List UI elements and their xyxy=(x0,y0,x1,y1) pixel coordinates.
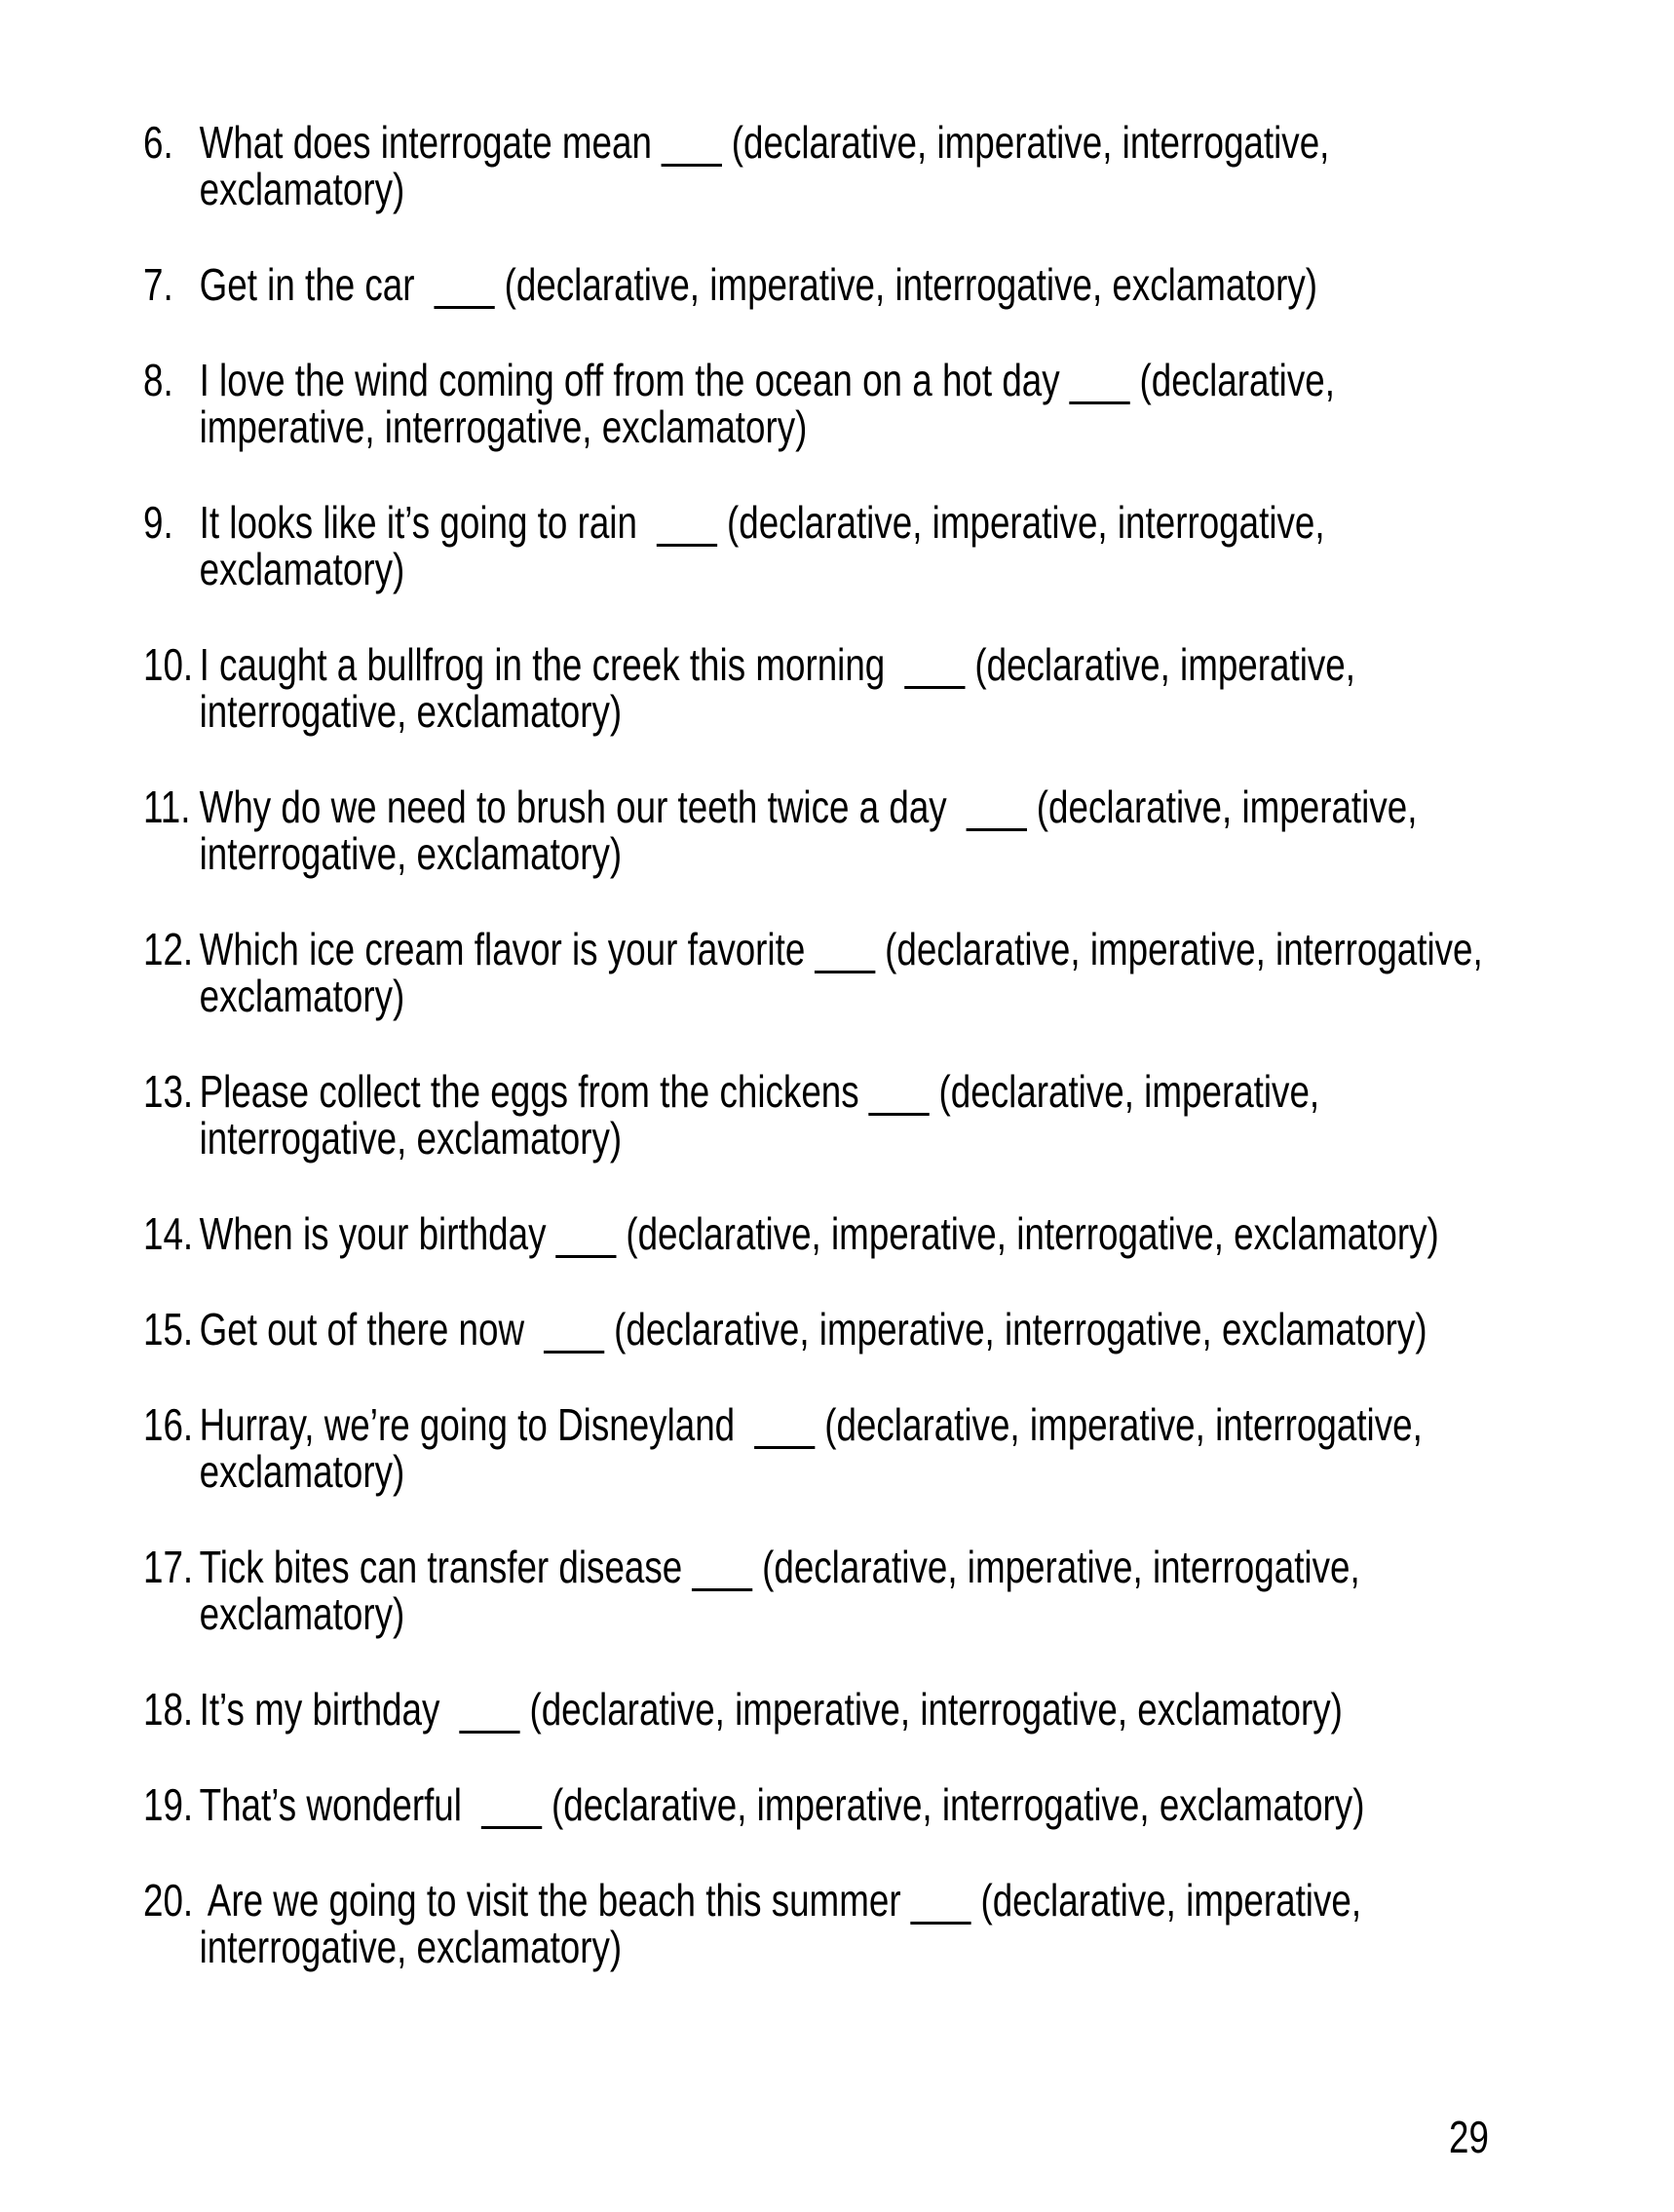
item-text-line: interrogative, exclamatory) xyxy=(199,686,623,737)
item-text-line: exclamatory) xyxy=(199,971,405,1021)
list-item xyxy=(143,1210,1674,1257)
item-text xyxy=(200,1210,1439,1257)
item-text xyxy=(200,783,1418,877)
item-text-line: exclamatory) xyxy=(199,164,405,214)
item-number: 11. xyxy=(143,782,191,832)
item-number: 8. xyxy=(143,355,173,405)
item-text-line: When is your birthday ___ (declarative, imperative, interrogative, exclamatory) xyxy=(199,1208,1439,1259)
list-item xyxy=(143,641,1674,735)
item-number: 12. xyxy=(143,924,194,974)
item-number: 9. xyxy=(143,497,173,548)
item-number: 20. xyxy=(143,1875,194,1926)
item-text-line: Why do we need to brush our teeth twice a day ___ (declarative, imperative, xyxy=(199,782,1418,832)
item-text-line: imperative, interrogative, exclamatory) xyxy=(199,401,808,452)
item-number: 7. xyxy=(143,259,173,310)
list-item xyxy=(143,1686,1674,1733)
item-text xyxy=(200,1401,1423,1495)
list-item xyxy=(143,1781,1674,1828)
list-item xyxy=(143,926,1674,1019)
item-text-line: Get out of there now ___ (declarative, imperative, interrogative, exclamatory) xyxy=(199,1304,1427,1354)
item-text-line: exclamatory) xyxy=(199,1588,405,1639)
item-text-line: That’s wonderful ___ (declarative, imperative, interrogative, exclamatory) xyxy=(199,1779,1365,1830)
item-text-line: Get in the car ___ (declarative, imperative, interrogative, exclamatory) xyxy=(199,259,1318,310)
item-text xyxy=(200,261,1317,308)
list-item xyxy=(143,1306,1674,1353)
item-text xyxy=(200,926,1483,1019)
item-number: 13. xyxy=(143,1066,194,1117)
list-item xyxy=(143,783,1674,877)
item-text xyxy=(200,1306,1427,1353)
list-item xyxy=(143,119,1674,212)
item-number: 14. xyxy=(143,1208,194,1259)
item-number: 18. xyxy=(143,1684,194,1735)
item-text xyxy=(200,1877,1361,1970)
item-text-line: exclamatory) xyxy=(199,544,405,594)
item-number: 15. xyxy=(143,1304,194,1354)
list-item xyxy=(143,1068,1674,1162)
item-number: 6. xyxy=(143,117,173,168)
item-text xyxy=(200,1544,1360,1637)
item-number: 19. xyxy=(143,1779,194,1830)
item-text-line: Hurray, we’re going to Disneyland ___ (declarative, imperative, interrogative, xyxy=(199,1399,1423,1450)
item-text-line: It looks like it’s going to rain ___ (declarative, imperative, interrogative, xyxy=(199,497,1325,548)
item-text-line: Which ice cream flavor is your favorite ___ (declarative, imperative, interrogative, xyxy=(199,924,1483,974)
item-text xyxy=(200,357,1335,450)
item-text-line: interrogative, exclamatory) xyxy=(199,828,623,879)
item-text xyxy=(200,499,1325,592)
page-number: 29 xyxy=(1449,2112,1489,2162)
list-item xyxy=(143,357,1674,450)
item-text-line: interrogative, exclamatory) xyxy=(199,1922,623,1972)
item-number: 17. xyxy=(143,1542,194,1592)
list-item xyxy=(143,261,1674,308)
item-text xyxy=(200,1686,1343,1733)
item-text xyxy=(200,1068,1320,1162)
page-footer xyxy=(1449,2114,1489,2160)
list-item xyxy=(143,1401,1674,1495)
item-text xyxy=(200,641,1355,735)
list-item xyxy=(143,499,1674,592)
item-text-line: It’s my birthday ___ (declarative, imperative, interrogative, exclamatory) xyxy=(199,1684,1343,1735)
item-text-line: exclamatory) xyxy=(199,1446,405,1497)
item-number: 16. xyxy=(143,1399,194,1450)
item-number: 10. xyxy=(143,639,194,690)
item-text-line: I love the wind coming off from the ocean on a hot day ___ (declarative, xyxy=(199,355,1335,405)
item-text-line: I caught a bullfrog in the creek this morning ___ (declarative, imperative, xyxy=(199,639,1355,690)
item-text xyxy=(200,1781,1365,1828)
list-item xyxy=(143,1877,1674,1970)
item-text-line: Tick bites can transfer disease ___ (declarative, imperative, interrogative, xyxy=(199,1542,1360,1592)
item-text xyxy=(200,119,1330,212)
item-text-line: Please collect the eggs from the chickens ___ (declarative, imperative, xyxy=(199,1066,1320,1117)
worksheet-body xyxy=(143,119,1674,2019)
item-text-line: Are we going to visit the beach this summer ___ (declarative, imperative, xyxy=(199,1875,1362,1926)
item-text-line: What does interrogate mean ___ (declarative, imperative, interrogative, xyxy=(199,117,1330,168)
item-text-line: interrogative, exclamatory) xyxy=(199,1113,623,1163)
list-item xyxy=(143,1544,1674,1637)
